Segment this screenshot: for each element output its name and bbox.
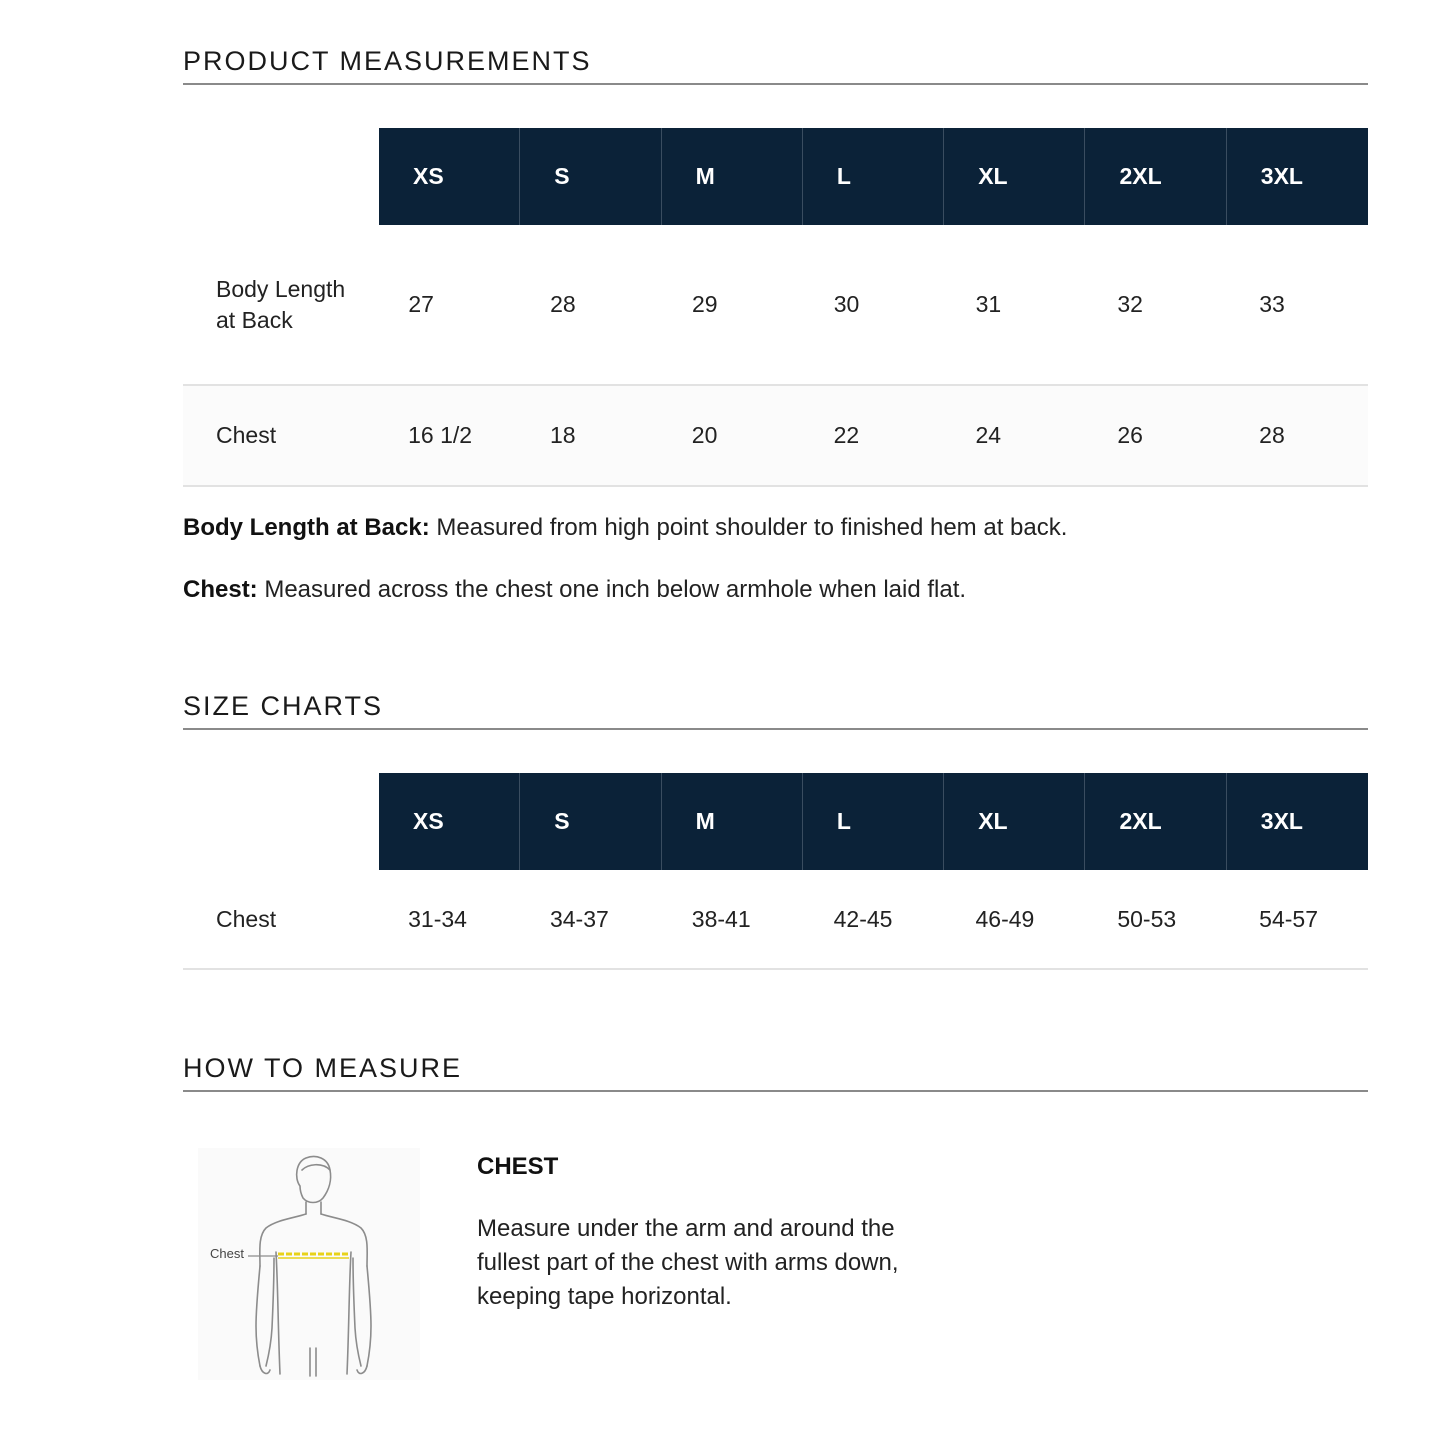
table-cell: 27: [408, 291, 434, 317]
size-header-xs: XS: [379, 128, 520, 225]
table-cell: 18: [549, 422, 576, 448]
table-cell: 32: [1117, 291, 1143, 317]
size-header-xl: XL: [944, 128, 1085, 225]
size-header-m: M: [662, 128, 803, 225]
size-header-xl: XL: [944, 773, 1085, 870]
note-body-length: [183, 514, 1067, 542]
chest-measure-figure: [198, 1148, 420, 1380]
table-cell: 29: [691, 291, 718, 317]
table-cell: 31: [975, 291, 1002, 317]
size-header-m: M: [662, 773, 803, 870]
note-text: Measured across the chest one inch below armhole when laid flat.: [257, 576, 967, 603]
size-header-3xl: 3XL: [1260, 808, 1303, 834]
table-cell: 16 1/2: [408, 422, 473, 448]
table-cell: 31-34: [408, 905, 467, 932]
table-row: [183, 386, 1368, 487]
table-cell: 20: [691, 422, 718, 448]
row-label-chest: Chest: [216, 422, 277, 448]
product-measurements-header: [379, 128, 1368, 225]
table-cell: 54-57: [1259, 905, 1318, 932]
figure-label: Chest: [210, 1246, 244, 1261]
chest-instructions: Measure under the arm and around the fullest part of the chest with arms down, keeping tape horizontal.: [477, 1215, 899, 1310]
chest-heading: CHEST: [477, 1153, 559, 1180]
size-charts-title: SIZE CHARTS: [183, 691, 1368, 730]
table-cell: 30: [833, 291, 860, 317]
row-label-body-length: Body Length at Back: [216, 275, 346, 333]
note-term: Body Length at Back:: [183, 514, 430, 541]
table-cell: 24: [975, 422, 1002, 448]
table-cell: 33: [1259, 291, 1285, 317]
how-to-measure-title: HOW TO MEASURE: [183, 1053, 1368, 1092]
table-cell: 28: [550, 291, 576, 317]
table-cell: 42-45: [833, 905, 893, 932]
note-chest: [183, 576, 966, 604]
size-header-s: S: [520, 773, 661, 870]
note-term: Chest:: [183, 576, 258, 603]
size-header-l: L: [803, 773, 944, 870]
table-row: [183, 870, 1368, 970]
table-cell: 46-49: [975, 905, 1035, 932]
table-cell: 22: [833, 422, 860, 448]
size-header-xs: XS: [379, 773, 520, 870]
table-cell: 38-41: [691, 905, 751, 932]
size-header-l: L: [803, 128, 944, 225]
product-measurements-title: PRODUCT MEASUREMENTS: [183, 46, 1368, 85]
row-label-chest: Chest: [216, 905, 277, 932]
size-header-2xl: 2XL: [1085, 773, 1226, 870]
size-header-s: S: [520, 128, 661, 225]
table-cell: 26: [1117, 422, 1143, 448]
size-charts-header: [379, 773, 1368, 870]
table-cell: 34-37: [549, 905, 609, 932]
table-row: [183, 225, 1368, 386]
body-outline-icon: [198, 1148, 420, 1380]
note-text: Measured from high point shoulder to finished hem at back.: [429, 514, 1068, 541]
table-cell: 50-53: [1117, 905, 1177, 932]
size-header-3xl: 3XL: [1260, 163, 1303, 189]
table-cell: 28: [1259, 422, 1285, 448]
size-header-2xl: 2XL: [1085, 128, 1226, 225]
